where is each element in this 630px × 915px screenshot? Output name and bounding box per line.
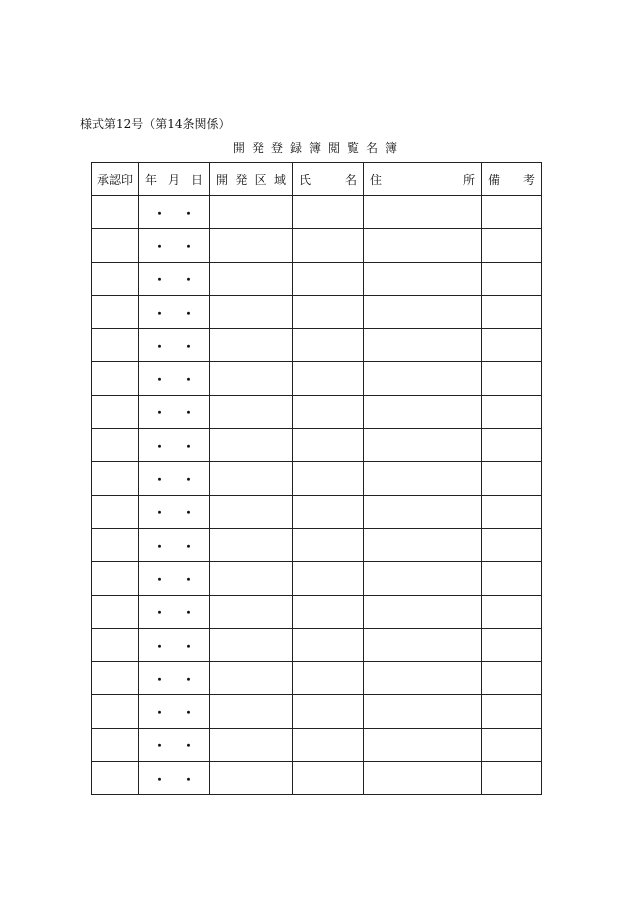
table-row [92,562,542,595]
table-row [92,462,542,495]
area-cell[interactable] [210,295,293,328]
date-separator: ・ [182,606,196,622]
header-note-char: 考 [522,172,535,187]
title-char: 録 [289,141,302,155]
title-char: 簿 [385,141,398,155]
address-cell[interactable] [364,196,482,229]
table-row [92,528,542,561]
title-char: 名 [366,141,379,155]
stamp-cell[interactable] [92,728,139,761]
date-cell[interactable] [139,528,210,561]
table-row [92,329,542,362]
header-area-char: 域 [273,172,286,187]
name-cell[interactable] [293,562,364,595]
stamp-cell[interactable] [92,462,139,495]
date-separator: ・ [182,373,196,389]
date-separator: ・ [182,339,196,355]
header-date [139,163,210,196]
table-row [92,362,542,395]
table-row [92,728,542,761]
date-cell[interactable] [139,762,210,795]
header-stamp-label: 承認印 [96,172,133,187]
date-separator: ・ [152,672,166,688]
name-cell[interactable] [293,462,364,495]
date-separator: ・ [182,206,196,222]
header-area-char: 発 [235,172,248,187]
stamp-cell[interactable] [92,262,139,295]
header-area-char: 開 [216,172,229,187]
header-name-char: 氏 [299,172,312,187]
area-cell[interactable] [210,662,293,695]
date-cell[interactable] [139,229,210,262]
area-cell[interactable] [210,595,293,628]
note-cell[interactable] [482,329,542,362]
note-cell[interactable] [482,662,542,695]
stamp-cell[interactable] [92,662,139,695]
header-area-char: 区 [254,172,267,187]
table-row [92,229,542,262]
stamp-cell[interactable] [92,362,139,395]
header-date-year: 年 [145,172,158,187]
title-char: 開 [232,141,245,155]
area-cell[interactable] [210,262,293,295]
address-cell[interactable] [364,628,482,661]
date-separator: ・ [182,506,196,522]
title-char: 登 [270,141,283,155]
stamp-cell[interactable] [92,695,139,728]
stamp-cell[interactable] [92,295,139,328]
date-separator: ・ [182,273,196,289]
date-separator: ・ [182,706,196,722]
header-address [364,163,482,196]
date-cell[interactable] [139,429,210,462]
note-cell[interactable] [482,262,542,295]
date-separator: ・ [182,306,196,322]
date-separator: ・ [152,739,166,755]
table-row [92,628,542,661]
note-cell[interactable] [482,495,542,528]
date-separator: ・ [152,306,166,322]
stamp-cell[interactable] [92,562,139,595]
date-cell[interactable] [139,362,210,395]
date-separator: ・ [182,406,196,422]
note-cell[interactable] [482,528,542,561]
date-cell[interactable] [139,262,210,295]
stamp-cell[interactable] [92,595,139,628]
date-separator: ・ [182,639,196,655]
note-cell[interactable] [482,196,542,229]
table-row [92,662,542,695]
note-cell[interactable] [482,762,542,795]
area-cell[interactable] [210,762,293,795]
name-cell[interactable] [293,329,364,362]
note-cell[interactable] [482,628,542,661]
stamp-cell[interactable] [92,762,139,795]
table-row [92,595,542,628]
name-cell[interactable] [293,295,364,328]
name-cell[interactable] [293,362,364,395]
register-body [92,196,542,795]
name-cell[interactable] [293,395,364,428]
date-cell[interactable] [139,395,210,428]
date-separator: ・ [182,539,196,555]
date-cell[interactable] [139,628,210,661]
header-note-char: 備 [488,172,501,187]
date-separator: ・ [152,339,166,355]
date-separator: ・ [152,373,166,389]
date-separator: ・ [182,239,196,255]
date-separator: ・ [152,473,166,489]
stamp-cell[interactable] [92,196,139,229]
address-cell[interactable] [364,762,482,795]
date-cell[interactable] [139,695,210,728]
header-name-char: 名 [344,172,357,187]
name-cell[interactable] [293,495,364,528]
title-char: 簿 [308,141,321,155]
date-separator: ・ [152,772,166,788]
date-cell[interactable] [139,662,210,695]
address-cell[interactable] [364,528,482,561]
name-cell[interactable] [293,528,364,561]
header-date-month: 月 [167,172,180,187]
address-cell[interactable] [364,295,482,328]
table-row [92,295,542,328]
date-separator: ・ [182,473,196,489]
header-row [92,163,542,196]
table-row [92,395,542,428]
address-cell[interactable] [364,329,482,362]
address-cell[interactable] [364,562,482,595]
date-cell[interactable] [139,495,210,528]
address-cell[interactable] [364,662,482,695]
date-cell[interactable] [139,595,210,628]
note-cell[interactable] [482,595,542,628]
address-cell[interactable] [364,429,482,462]
note-cell[interactable] [482,362,542,395]
table-row [92,429,542,462]
note-cell[interactable] [482,395,542,428]
name-cell[interactable] [293,628,364,661]
stamp-cell[interactable] [92,495,139,528]
area-cell[interactable] [210,495,293,528]
date-cell[interactable] [139,562,210,595]
title-char: 覧 [347,141,360,155]
date-separator: ・ [152,206,166,222]
address-cell[interactable] [364,229,482,262]
note-cell[interactable] [482,295,542,328]
note-cell[interactable] [482,728,542,761]
date-separator: ・ [182,772,196,788]
address-cell[interactable] [364,695,482,728]
date-separator: ・ [152,639,166,655]
area-cell[interactable] [210,429,293,462]
date-separator: ・ [182,572,196,588]
area-cell[interactable] [210,362,293,395]
table-row [92,262,542,295]
header-note [482,163,542,196]
name-cell[interactable] [293,762,364,795]
name-cell[interactable] [293,229,364,262]
table-row [92,495,542,528]
date-separator: ・ [182,739,196,755]
form-number-label: 様式第12号（第14条関係） [80,117,231,131]
header-address-char: 住 [370,172,383,187]
name-cell[interactable] [293,695,364,728]
table-row [92,695,542,728]
area-cell[interactable] [210,562,293,595]
note-cell[interactable] [482,229,542,262]
date-separator: ・ [182,439,196,455]
name-cell[interactable] [293,595,364,628]
date-separator: ・ [152,706,166,722]
stamp-cell[interactable] [92,329,139,362]
date-separator: ・ [152,539,166,555]
date-separator: ・ [152,439,166,455]
table-row [92,762,542,795]
area-cell[interactable] [210,528,293,561]
register-title [0,139,630,156]
date-cell[interactable] [139,329,210,362]
note-cell[interactable] [482,429,542,462]
address-cell[interactable] [364,595,482,628]
area-cell[interactable] [210,395,293,428]
name-cell[interactable] [293,196,364,229]
address-cell[interactable] [364,462,482,495]
address-cell[interactable] [364,362,482,395]
title-char: 発 [251,141,264,155]
area-cell[interactable] [210,728,293,761]
stamp-cell[interactable] [92,229,139,262]
date-separator: ・ [152,239,166,255]
note-cell[interactable] [482,462,542,495]
date-separator: ・ [152,572,166,588]
area-cell[interactable] [210,229,293,262]
date-separator: ・ [152,606,166,622]
address-cell[interactable] [364,395,482,428]
date-separator: ・ [152,406,166,422]
table-row [92,196,542,229]
name-cell[interactable] [293,262,364,295]
date-separator: ・ [182,672,196,688]
address-cell[interactable] [364,728,482,761]
name-cell[interactable] [293,429,364,462]
date-separator: ・ [152,273,166,289]
date-cell[interactable] [139,196,210,229]
date-cell[interactable] [139,462,210,495]
area-cell[interactable] [210,628,293,661]
header-name [293,163,364,196]
header-stamp [92,163,139,196]
note-cell[interactable] [482,562,542,595]
address-cell[interactable] [364,495,482,528]
stamp-cell[interactable] [92,628,139,661]
header-area [210,163,293,196]
stamp-cell[interactable] [92,429,139,462]
title-char: 閲 [328,141,341,155]
area-cell[interactable] [210,695,293,728]
stamp-cell[interactable] [92,395,139,428]
address-cell[interactable] [364,262,482,295]
area-cell[interactable] [210,329,293,362]
date-cell[interactable] [139,295,210,328]
date-separator: ・ [152,506,166,522]
header-date-day: 日 [190,172,203,187]
note-cell[interactable] [482,695,542,728]
name-cell[interactable] [293,662,364,695]
register-table [91,162,542,795]
area-cell[interactable] [210,462,293,495]
date-cell[interactable] [139,728,210,761]
header-address-char: 所 [462,172,475,187]
name-cell[interactable] [293,728,364,761]
stamp-cell[interactable] [92,528,139,561]
area-cell[interactable] [210,196,293,229]
